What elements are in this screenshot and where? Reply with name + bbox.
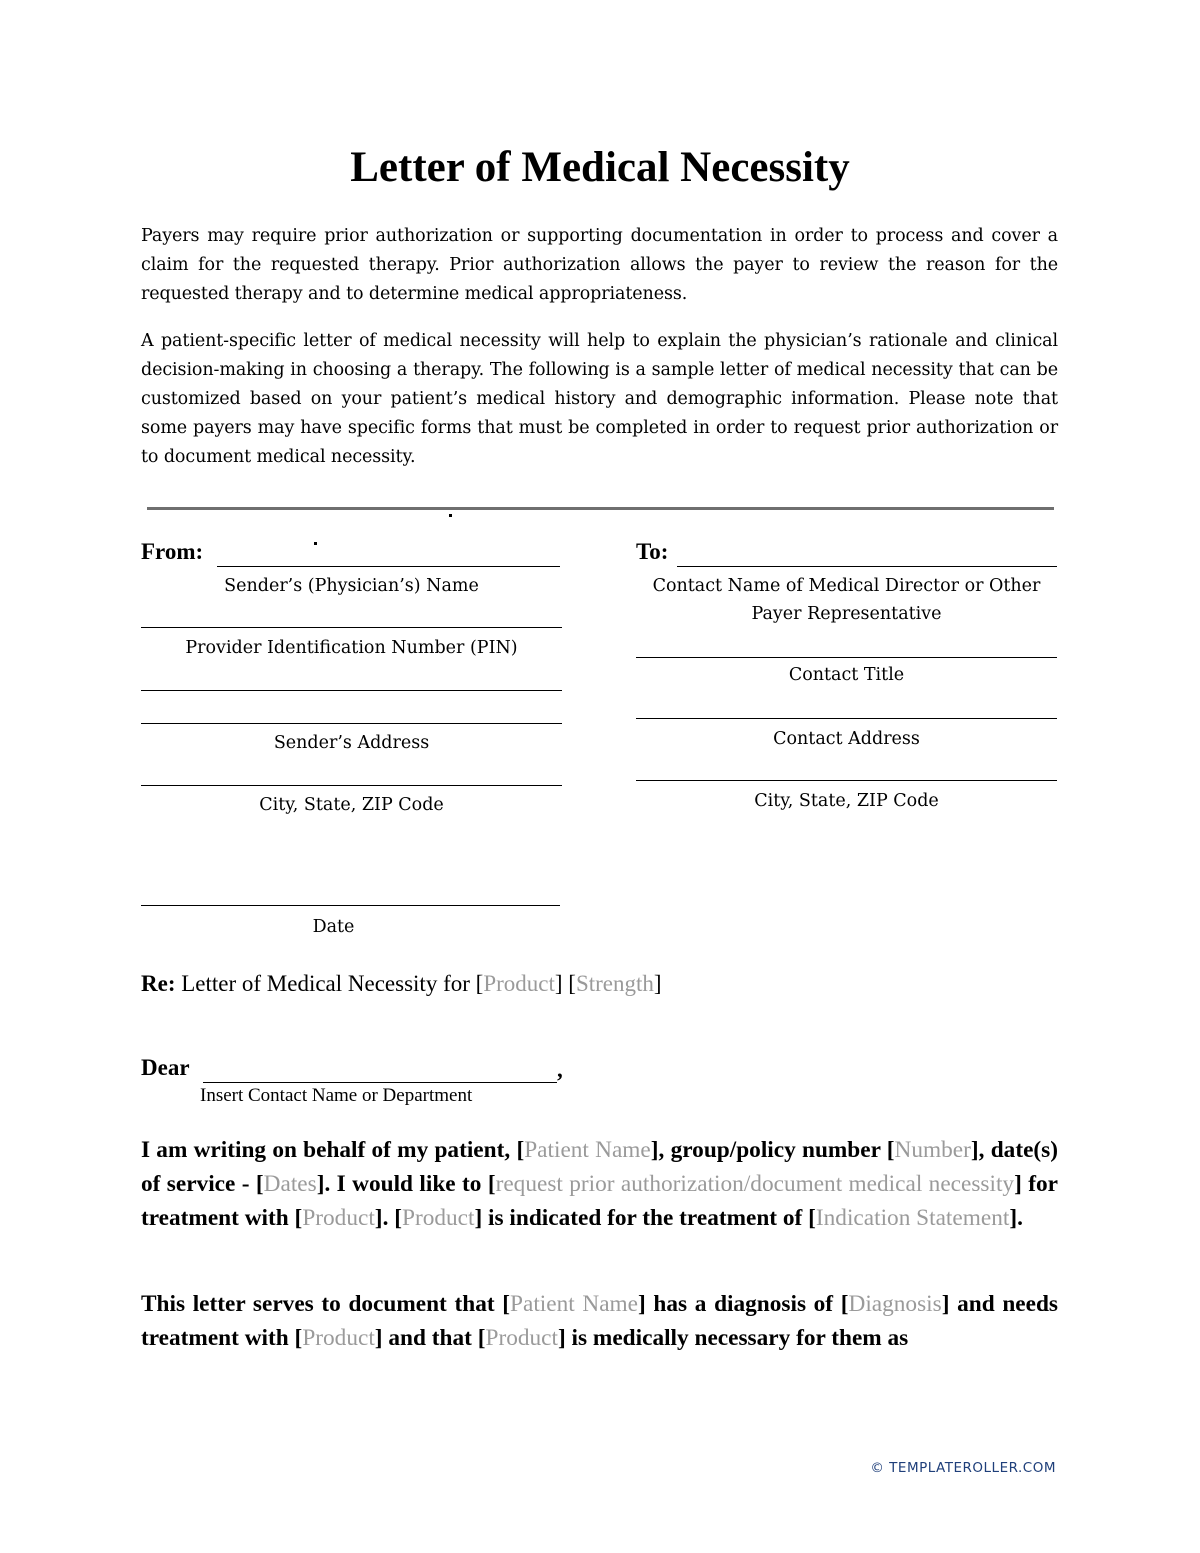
stray-mark	[449, 514, 452, 517]
body-text: . I would like to	[324, 1171, 488, 1197]
body-text: for treatment with	[141, 1171, 1058, 1231]
placeholder-product[interactable]: Product	[483, 971, 555, 996]
body-paragraph-1: I am writing on behalf of my patient, [Patient Name], group/policy number [Number], date(s) of service - [Dates]. I would like to [request prior authorization/document medical necessity] for treatment with [Product]. [Product] is indicated for the treatment of [Indication Statement].	[141, 1137, 1059, 1231]
placeholder-product[interactable]: Product	[401, 1205, 475, 1231]
pin-caption: Provider Identification Number (PIN)	[185, 638, 518, 658]
body-text: I am writing on behalf of my patient,	[141, 1137, 517, 1163]
body-text: This letter serves to document that	[141, 1291, 503, 1317]
placeholder-patient-name[interactable]: Patient Name	[510, 1291, 639, 1317]
body-text: is indicated for the treatment of	[482, 1205, 809, 1231]
placeholder-diagnosis[interactable]: Diagnosis	[848, 1291, 942, 1317]
placeholder-number[interactable]: Number	[894, 1137, 971, 1163]
sender-name-field[interactable]	[217, 566, 560, 567]
placeholder-dates[interactable]: Dates	[263, 1171, 317, 1197]
to-label: To:	[636, 539, 669, 564]
stray-mark	[314, 542, 317, 545]
contact-city-state-zip-field[interactable]	[636, 780, 1057, 781]
contact-title-caption: Contact Title	[788, 665, 905, 685]
intro-paragraph-2: A patient-specific letter of medical necessity will help to explain the physician’s rationale and clinical decision-making in choosing a therapy. The following is a sample letter of medical necessity that can be customized based on your patient’s medical history and demographic information. Please note that some payers may have specific forms that must be completed in order to request prior authorization or to document medical necessity.	[141, 331, 1058, 467]
contact-name-or-department-field[interactable]	[203, 1082, 557, 1083]
sender-address-field-1[interactable]	[141, 690, 562, 691]
contact-address-field[interactable]	[636, 718, 1057, 719]
dear-label: Dear	[141, 1055, 190, 1080]
placeholder-product[interactable]: Product	[302, 1325, 375, 1351]
body-text: is medically necessary for them as	[565, 1325, 909, 1351]
contact-title-field[interactable]	[636, 657, 1057, 658]
document-title: Letter of Medical Necessity	[350, 144, 850, 191]
body-text: and that	[382, 1325, 478, 1351]
body-paragraph-2: This letter serves to document that [Patient Name] has a diagnosis of [Diagnosis] and needs treatment with [Product] and that [Product] is medically necessary for them as	[141, 1291, 1059, 1351]
body-text: , date(s) of service -	[141, 1137, 1059, 1197]
placeholder-request-type[interactable]: request prior authorization/document medical necessity	[495, 1171, 1015, 1197]
contact-city-state-zip-caption: City, State, ZIP Code	[754, 791, 939, 811]
placeholder-patient-name[interactable]: Patient Name	[524, 1137, 651, 1163]
salutation-comma: ,	[557, 1057, 563, 1082]
sender-address-caption: Sender’s Address	[273, 733, 430, 753]
re-text: Letter of Medical Necessity for	[181, 971, 470, 996]
sender-city-state-zip-caption: City, State, ZIP Code	[259, 795, 444, 815]
footer-watermark[interactable]: © TEMPLATEROLLER.COM	[870, 1460, 1056, 1476]
body-text: and needs treatment with	[141, 1291, 1059, 1351]
body-text: , group/policy number	[658, 1137, 887, 1163]
salutation-line	[141, 1055, 1058, 1081]
date-caption: Date	[312, 917, 355, 937]
intro-paragraph-1: Payers may require prior authorization or supporting documentation in order to process and cover a claim for the requested therapy. Prior authorization allows the payer to review the reason for the requested therapy and to determine medical appropriateness.	[141, 226, 1058, 304]
placeholder-product[interactable]: Product	[302, 1205, 375, 1231]
date-field[interactable]	[141, 905, 560, 906]
section-divider	[147, 507, 1054, 510]
placeholder-indication-statement[interactable]: Indication Statement	[815, 1205, 1010, 1231]
body-text: has a diagnosis of	[645, 1291, 841, 1317]
sender-address-field-2[interactable]	[141, 723, 562, 724]
pin-field[interactable]	[141, 627, 562, 628]
placeholder-product[interactable]: Product	[485, 1325, 558, 1351]
contact-name-caption: Contact Name of Medical Director or Other Payer Representative	[652, 576, 1041, 624]
body-text: .	[1017, 1205, 1023, 1231]
body-text: .	[382, 1205, 395, 1231]
re-line: Re: Letter of Medical Necessity for [Product] [Strength]	[141, 971, 662, 996]
placeholder-strength[interactable]: Strength	[575, 971, 654, 996]
contact-name-field[interactable]	[677, 566, 1057, 567]
dear-caption: Insert Contact Name or Department	[200, 1085, 473, 1106]
sender-city-state-zip-field[interactable]	[141, 785, 562, 786]
from-label: From:	[141, 539, 204, 564]
re-label: Re:	[141, 971, 176, 996]
sender-name-caption: Sender’s (Physician’s) Name	[224, 576, 479, 596]
contact-address-caption: Contact Address	[773, 729, 920, 749]
